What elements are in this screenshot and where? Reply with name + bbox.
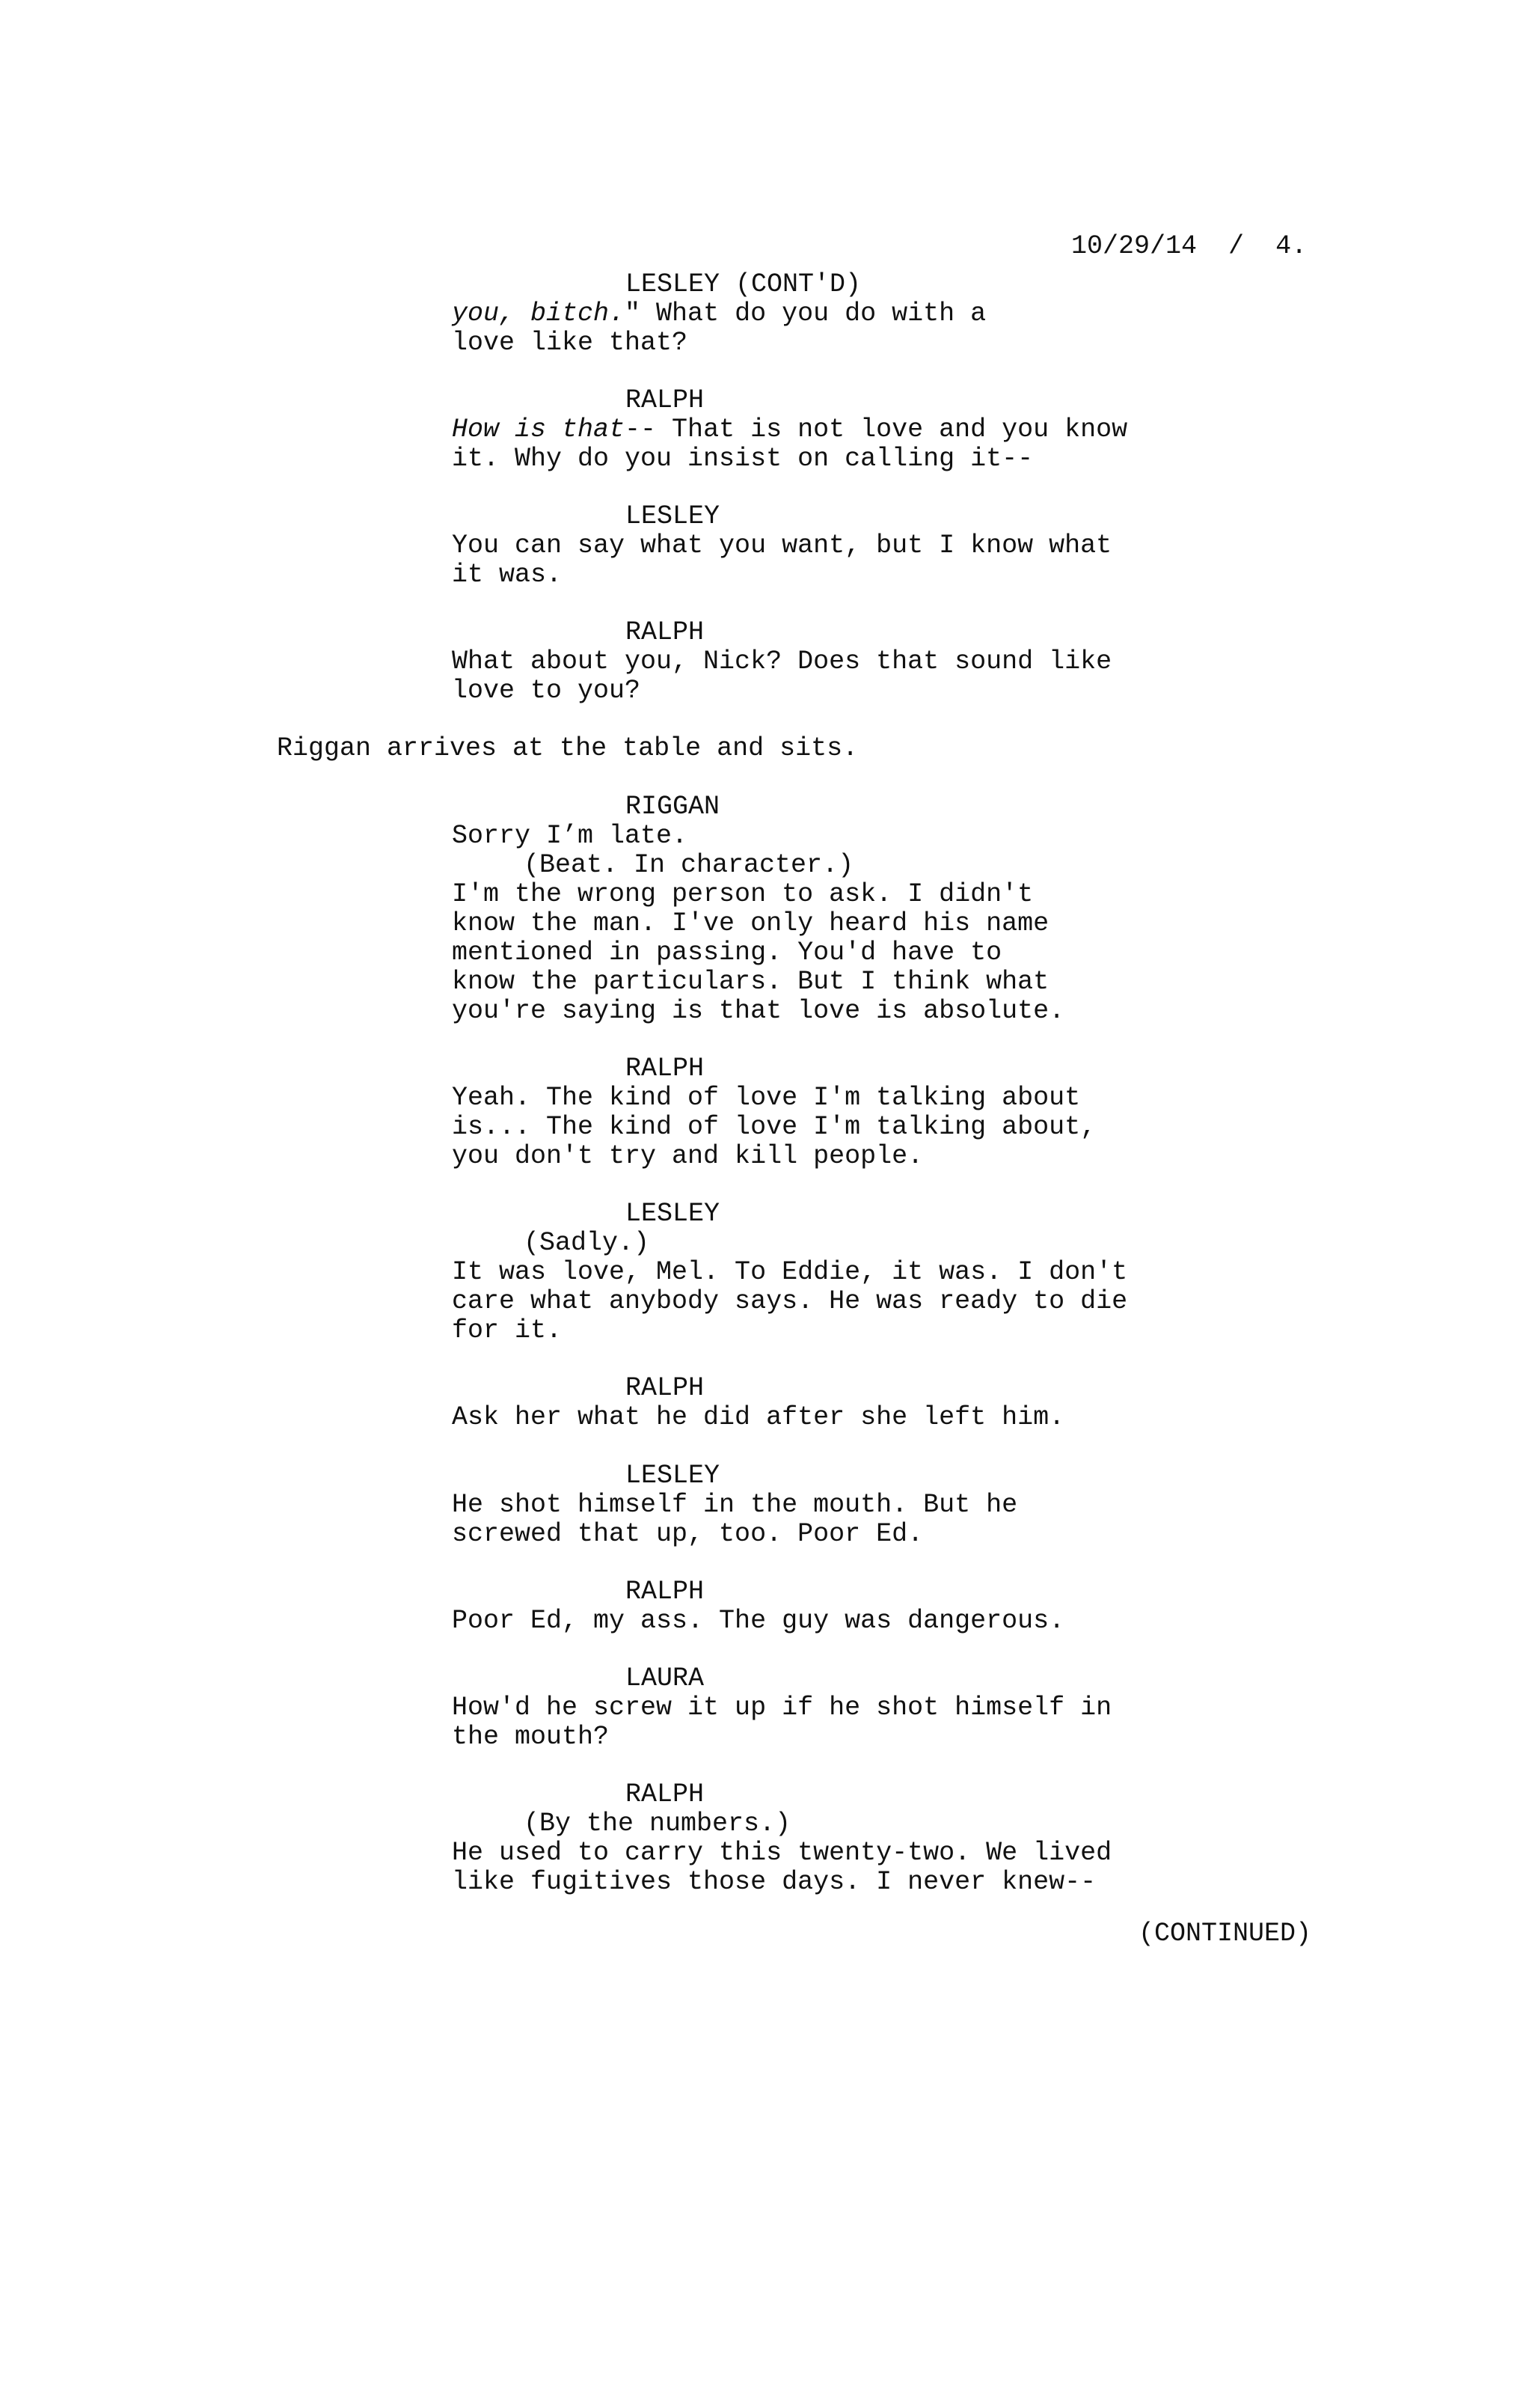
dialogue-text: -- That is not love and you know [625,415,1128,444]
character-name-lesley-contd: LESLEY (CONT'D) [625,269,862,299]
dialogue-line: What about you, Nick? Does that sound like [452,647,1112,676]
page-header [1071,232,1307,261]
character-name-lesley: LESLEY [625,501,720,531]
dialogue-line: you don't try and kill people. [452,1141,924,1171]
dialogue-line: He used to carry this twenty-two. We lived [452,1838,1112,1868]
character-name-laura: LAURA [625,1663,705,1693]
character-name-ralph: RALPH [625,1779,705,1809]
character-name-lesley: LESLEY [625,1461,720,1491]
dialogue-line: love to you? [452,676,641,706]
character-name-ralph: RALPH [625,1577,705,1607]
dialogue-text: " What do you do with a [625,299,987,328]
dialogue-line: I'm the wrong person to ask. I didn't [452,879,1034,909]
dialogue-line: know the particulars. But I think what [452,967,1050,997]
dialogue-line: for it. [452,1315,563,1345]
character-name-ralph: RALPH [625,617,705,647]
character-name-ralph: RALPH [625,1054,705,1084]
dialogue-line: Poor Ed, my ass. The guy was dangerous. [452,1606,1065,1636]
header-separator: / [1228,231,1245,261]
dialogue-line: it. Why do you insist on calling it-- [452,444,1034,474]
character-name-ralph: RALPH [625,1373,705,1403]
dialogue-line: You can say what you want, but I know what [452,531,1112,560]
dialogue-line: know the man. I've only heard his name [452,908,1050,938]
dialogue-line: Sorry I’m late. [452,821,688,851]
action-line: Riggan arrives at the table and sits. [277,733,859,763]
dialogue-line: Yeah. The kind of love I'm talking about [452,1083,1081,1113]
character-name-lesley: LESLEY [625,1199,720,1229]
dialogue-line: It was love, Mel. To Eddie, it was. I don't [452,1257,1128,1287]
dialogue-line: is... The kind of love I'm talking about, [452,1112,1097,1142]
dialogue-line: care what anybody says. He was ready to die [452,1286,1128,1316]
dialogue-line: Ask her what he did after she left him. [452,1402,1065,1432]
character-name-riggan: RIGGAN [625,792,720,822]
parenthetical: (By the numbers.) [524,1809,791,1839]
continued-marker: (CONTINUED) [1139,1919,1312,1949]
parenthetical: (Sadly.) [524,1228,650,1258]
dialogue-line: mentioned in passing. You'd have to [452,938,1002,968]
dialogue-line [452,299,986,328]
dialogue-line: like fugitives those days. I never knew-- [452,1867,1097,1897]
dialogue-line: the mouth? [452,1722,610,1752]
parenthetical: (Beat. In character.) [524,850,854,880]
dialogue-line [452,415,1127,444]
dialogue-line: it was. [452,560,563,590]
dialogue-line: love like that? [452,328,688,358]
dialogue-line: you're saying is that love is absolute. [452,996,1065,1026]
dialogue-line: screwed that up, too. Poor Ed. [452,1519,924,1549]
character-name-ralph: RALPH [625,385,705,415]
dialogue-line: How'd he screw it up if he shot himself in [452,1693,1112,1723]
header-date: 10/29/14 [1071,231,1198,261]
dialogue-emphasis: How is that [452,415,625,444]
dialogue-line: He shot himself in the mouth. But he [452,1490,1018,1520]
dialogue-emphasis: you, bitch. [452,299,625,328]
page-number: 4. [1275,231,1308,261]
